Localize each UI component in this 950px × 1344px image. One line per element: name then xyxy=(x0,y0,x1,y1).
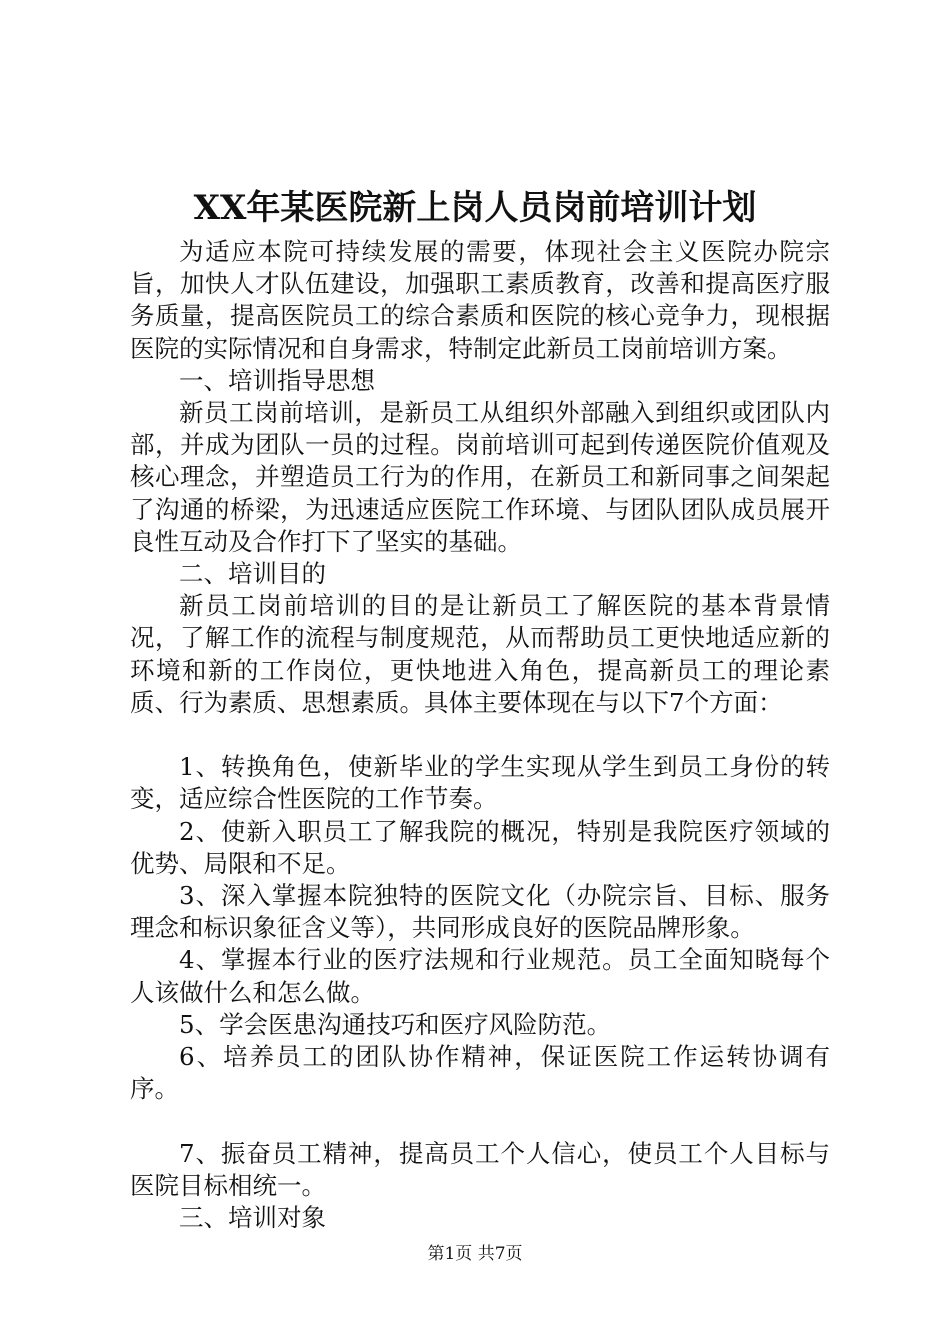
guiding-ideology-paragraph: 新员工岗前培训，是新员工从组织外部融入到组织或团队内部，并成为团队一员的过程。岗前培训可起到传递医院价值观及核心理念，并塑造员工行为的作用，在新员工和新同事之间架起了沟通的桥梁，为迅速适应医院工作环境、与团队团队成员展开良性互动及合作打下了坚实的基础。 xyxy=(130,398,830,556)
document-title: XX年某医院新上岗人员岗前培训计划 xyxy=(193,188,757,228)
list-item-6: 6、培养员工的团队协作精神，保证医院工作运转协调有序。 xyxy=(130,1042,830,1104)
blank-line xyxy=(130,719,830,751)
section-heading-guiding-ideology: 一、培训指导思想 xyxy=(179,365,375,395)
blank-line xyxy=(130,1105,830,1137)
page-footer: 第1页 共7页 xyxy=(427,1244,523,1264)
document-body xyxy=(130,236,830,1234)
section-heading-training-target: 三、培训对象 xyxy=(179,1203,326,1233)
training-purpose-paragraph: 新员工岗前培训的目的是让新员工了解医院的基本背景情况，了解工作的流程与制度规范，从而帮助员工更快地适应新的环境和新的工作岗位，更快地进入角色，提高新员工的理论素质、行为素质、思想素质。具体主要体现在与以下7个方面： xyxy=(130,591,830,717)
list-item-7: 7、振奋员工精神，提高员工个人信心，使员工个人目标与医院目标相统一。 xyxy=(130,1138,830,1200)
list-item-1: 1、转换角色，使新毕业的学生实现从学生到员工身份的转变，适应综合性医院的工作节奏。 xyxy=(130,752,830,814)
list-item-5: 5、学会医患沟通技巧和医疗风险防范。 xyxy=(179,1009,612,1039)
list-item-2: 2、使新入职员工了解我院的概况，特别是我院医疗领域的优势、局限和不足。 xyxy=(130,816,830,878)
section-heading-training-purpose: 二、培训目的 xyxy=(179,559,326,589)
intro-paragraph: 为适应本院可持续发展的需要，体现社会主义医院办院宗旨，加快人才队伍建设，加强职工素质教育，改善和提高医疗服务质量，提高医院员工的综合素质和医院的核心竞争力，现根据医院的实际情况和自身需求，特制定此新员工岗前培训方案。 xyxy=(130,237,830,363)
list-item-3: 3、深入掌握本院独特的医院文化（办院宗旨、目标、服务理念和标识象征含义等），共同形成良好的医院品牌形象。 xyxy=(130,881,830,943)
list-item-4: 4、掌握本行业的医疗法规和行业规范。员工全面知晓每个人该做什么和怎么做。 xyxy=(130,945,830,1007)
